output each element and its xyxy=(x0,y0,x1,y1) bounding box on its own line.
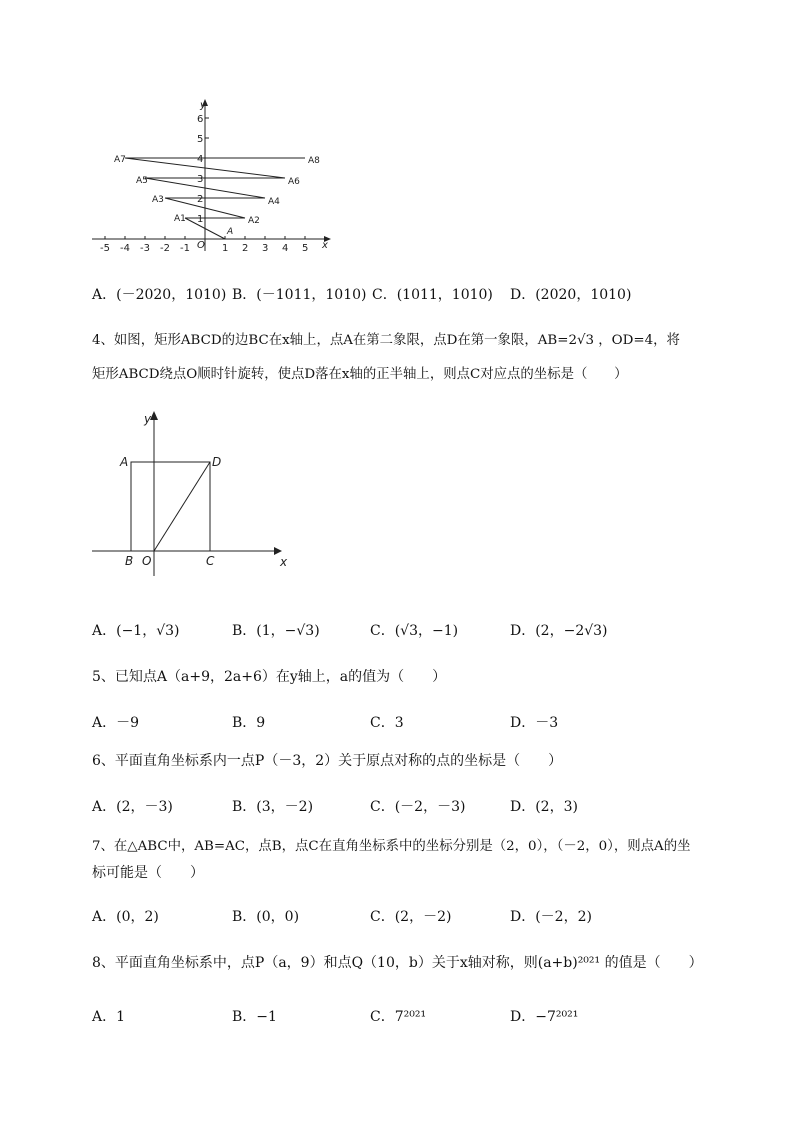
y-axis-label: y xyxy=(200,100,206,111)
q8-option-d[interactable]: D．−7²⁰²¹ xyxy=(510,1009,579,1025)
x-tick-label: 1 xyxy=(222,243,229,254)
q5-option-a[interactable]: A．－9 xyxy=(92,715,140,731)
point-label: A2 xyxy=(248,216,260,226)
q4-option-a[interactable]: A．(−1，√3) xyxy=(92,623,180,639)
q6-option-d[interactable]: D．(2，3) xyxy=(510,799,578,815)
segment-od xyxy=(154,462,210,551)
q6-option-b[interactable]: B．(3，－2) xyxy=(232,799,314,815)
q8-stem: 8、平面直角坐标系中，点P（a，9）和点Q（10，b）关于x轴对称，则(a+b)²⁰²¹ 的值是（ ） xyxy=(92,955,703,971)
label-c: C xyxy=(206,554,215,568)
x-axis-arrow xyxy=(274,547,282,555)
q7-stem-line2: 标可能是（ ） xyxy=(92,865,204,881)
q3-figure xyxy=(88,96,338,256)
q6-option-c[interactable]: C．(－2，－3) xyxy=(370,799,466,815)
point-label: A6 xyxy=(288,177,300,187)
q4-option-b[interactable]: B．(1，−√3) xyxy=(232,623,320,639)
q3-option-c[interactable]: C．(1011，1010) xyxy=(372,287,493,303)
q4-option-c[interactable]: C．(√3，−1) xyxy=(370,623,459,639)
q8-option-c[interactable]: C．7²⁰²¹ xyxy=(370,1009,427,1025)
x-tick-label: -3 xyxy=(140,243,150,254)
label-b: B xyxy=(125,554,134,568)
q7-stem-line1: 7、在△ABC中，AB=AC，点B，点C在直角坐标系中的坐标分别是（2，0），（－2，0），则点A的坐 xyxy=(92,839,691,854)
q5-option-b[interactable]: B．9 xyxy=(232,715,266,731)
point-label: A7 xyxy=(114,155,126,165)
label-a: A xyxy=(120,455,129,469)
x-tick-label: -4 xyxy=(120,243,130,254)
y-tick-label: 3 xyxy=(197,174,204,185)
q4-stem-line1: 4、如图，矩形ABCD的边BC在x轴上，点A在第二象限，点D在第一象限，AB=2√3 ，OD=4，将 xyxy=(92,333,680,348)
rectangle-abcd xyxy=(131,462,210,551)
x-tick-label: 4 xyxy=(282,243,289,254)
y-axis-arrow xyxy=(150,411,158,420)
q3-option-a[interactable]: A．(－2020，1010) xyxy=(92,287,227,303)
q7-option-c[interactable]: C．(2，－2) xyxy=(370,909,452,925)
label-d: D xyxy=(212,455,222,469)
point-label: A1 xyxy=(174,214,186,224)
y-tick-label: 2 xyxy=(197,194,204,205)
q7-option-b[interactable]: B．(0，0) xyxy=(232,909,300,925)
q7-option-a[interactable]: A．(0，2) xyxy=(92,909,159,925)
y-tick-label: 4 xyxy=(197,154,204,165)
point-label: A xyxy=(227,227,234,237)
label-y: y xyxy=(144,412,152,426)
q4-option-d[interactable]: D．(2，−2√3) xyxy=(510,623,608,639)
q8-option-a[interactable]: A．1 xyxy=(92,1009,126,1025)
y-tick-label: 6 xyxy=(197,114,204,125)
x-tick-label: -1 xyxy=(180,243,190,254)
q5-option-c[interactable]: C．3 xyxy=(370,715,404,731)
q3-option-d[interactable]: D．(2020，1010) xyxy=(510,287,632,303)
q4-figure xyxy=(88,406,298,576)
label-x: x xyxy=(280,555,288,569)
q6-option-a[interactable]: A．(2，－3) xyxy=(92,799,173,815)
point-label: A3 xyxy=(152,195,164,205)
y-tick-label: 1 xyxy=(197,214,204,225)
x-tick-label: 5 xyxy=(302,243,309,254)
point-label: A5 xyxy=(136,176,148,186)
x-tick-label: -5 xyxy=(100,243,110,254)
y-tick-label: 5 xyxy=(197,134,204,145)
x-tick-label: -2 xyxy=(160,243,170,254)
origin-label: O xyxy=(197,240,205,251)
q7-option-d[interactable]: D．(－2，2) xyxy=(510,909,592,925)
q5-option-d[interactable]: D．－3 xyxy=(510,715,559,731)
q3-option-b[interactable]: B．(－1011，1010) xyxy=(232,287,367,303)
q8-option-b[interactable]: B．−1 xyxy=(232,1009,277,1025)
point-label: A4 xyxy=(268,197,280,207)
q6-stem: 6、平面直角坐标系内一点P（－3，2）关于原点对称的点的坐标是（ ） xyxy=(92,753,563,769)
x-tick-label: 2 xyxy=(242,243,249,254)
label-o: O xyxy=(142,554,152,568)
x-tick-label: 3 xyxy=(262,243,269,254)
point-label: A8 xyxy=(308,156,320,166)
x-axis-label: x xyxy=(322,240,328,251)
q5-stem: 5、已知点A（a+9，2a+6）在y轴上，a的值为（ ） xyxy=(92,669,447,685)
q4-stem-line2: 矩形ABCD绕点O顺时针旋转，使点D落在x轴的正半轴上，则点C对应点的坐标是（ ） xyxy=(92,367,628,382)
